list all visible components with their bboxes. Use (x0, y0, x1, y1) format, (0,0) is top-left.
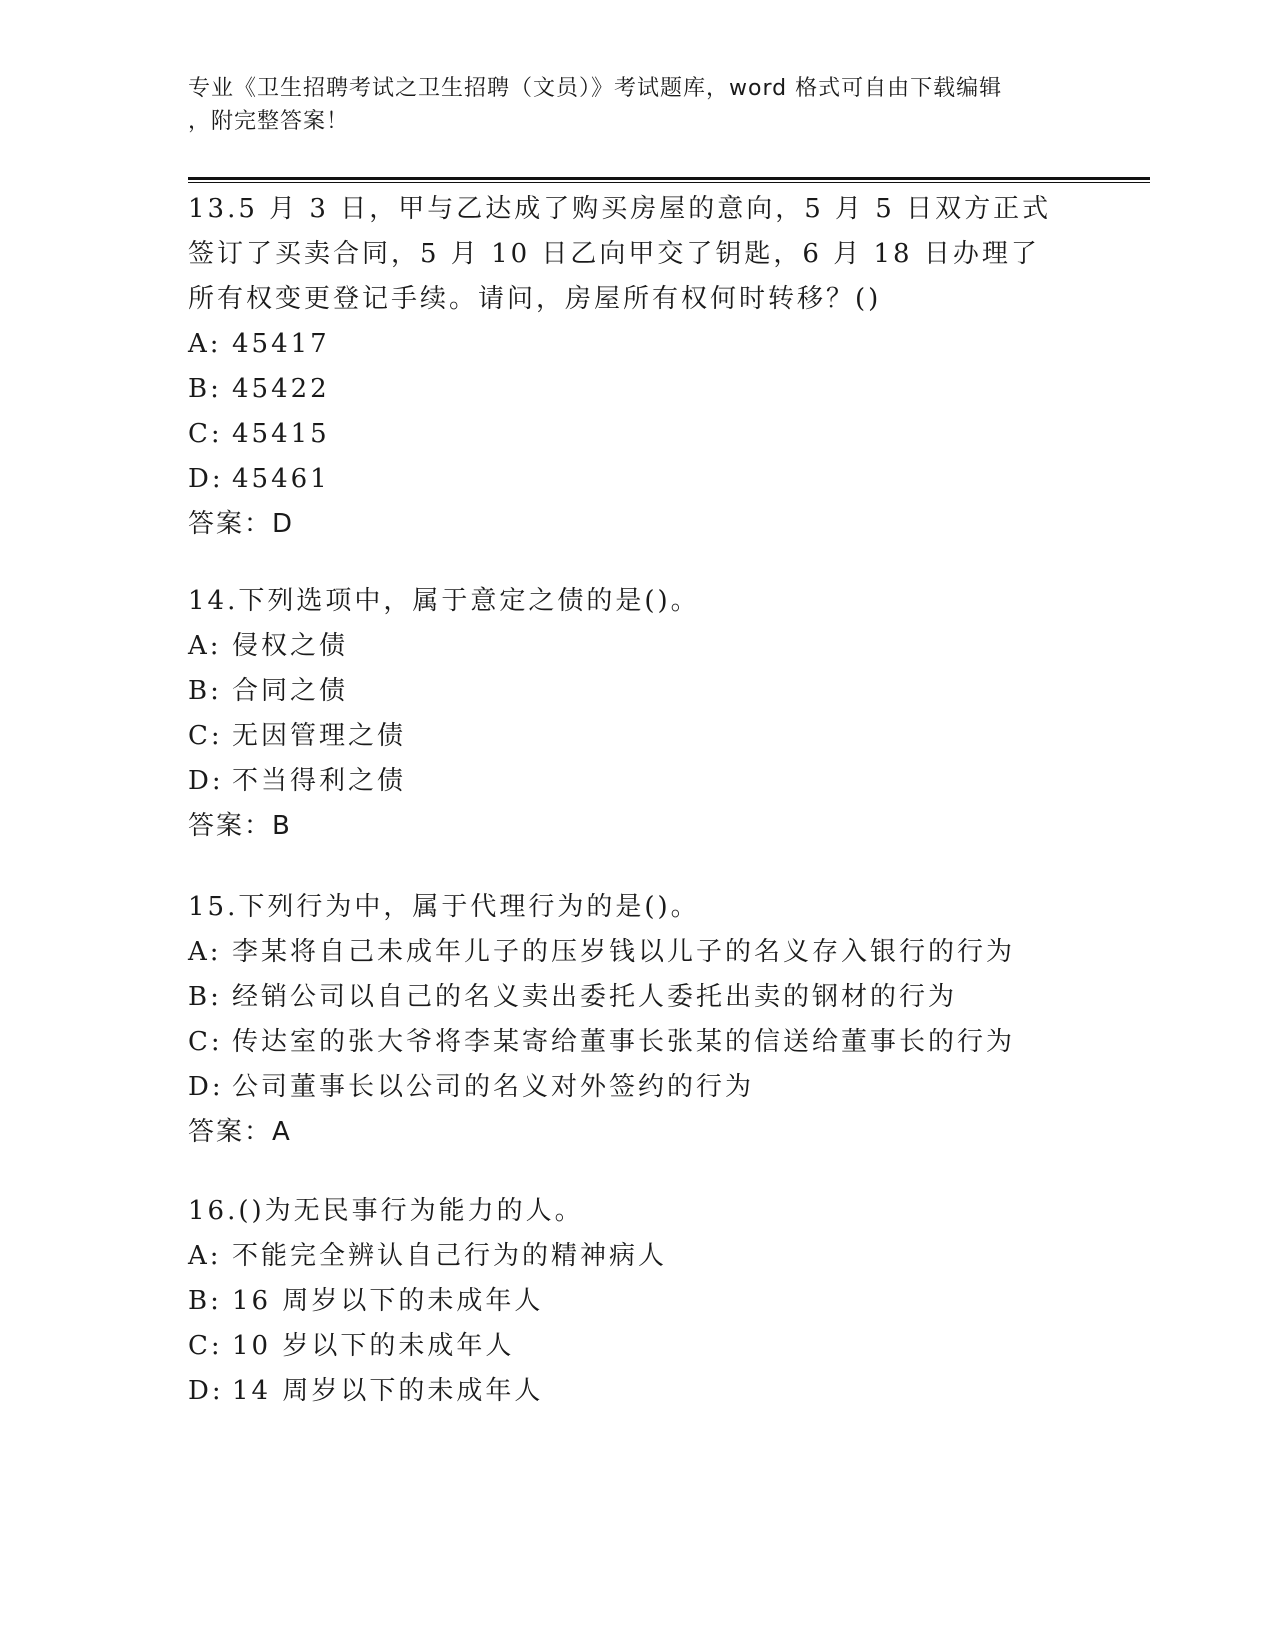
question-text: 13.5 月 3 日，甲与乙达成了购买房屋的意向，5 月 5 日双方正式签订了买卖合同，5 月 10 日乙向甲交了钥匙，6 月 18 日办理了所有权变更登记手续。请问，房屋所有权何时转移？() (188, 194, 1052, 314)
option-letter: A: (188, 937, 222, 967)
option-text: 14 周岁以下的未成年人 (232, 1376, 544, 1406)
option-text: 不能完全辨认自己行为的精神病人 (232, 1241, 668, 1271)
option-text: 45461 (232, 464, 330, 494)
option-d (188, 1065, 1088, 1110)
option-text: 公司董事长以公司的名义对外签约的行为 (232, 1072, 755, 1102)
option-text: 李某将自己未成年儿子的压岁钱以儿子的名义存入银行的行为 (232, 937, 1016, 967)
question-text: 16.()为无民事行为能力的人。 (188, 1196, 584, 1226)
option-letter: B: (188, 676, 222, 706)
option-text: 侵权之债 (232, 631, 349, 661)
answer-line (188, 804, 1088, 849)
answer-label: 答案： (188, 811, 273, 841)
option-letter: C: (188, 1331, 223, 1361)
option-letter: C: (188, 419, 223, 449)
option-letter: B: (188, 1286, 222, 1316)
option-letter: D: (188, 766, 224, 796)
option-b (188, 367, 1088, 412)
answer-value: D (272, 509, 295, 539)
answer-value: A (272, 1117, 292, 1147)
option-a (188, 1234, 1088, 1279)
option-letter: D: (188, 1072, 224, 1102)
option-d (188, 457, 1088, 502)
option-b (188, 1279, 1088, 1324)
option-a (188, 322, 1088, 367)
option-text: 经销公司以自己的名义卖出委托人委托出卖的钢材的行为 (232, 982, 958, 1012)
question-15 (188, 885, 1088, 1155)
answer-label: 答案： (188, 509, 273, 539)
option-letter: A: (188, 329, 222, 359)
option-b (188, 669, 1088, 714)
option-letter: C: (188, 1027, 223, 1057)
option-text: 不当得利之债 (232, 766, 407, 796)
answer-line (188, 1110, 1088, 1155)
answer-value: B (272, 811, 292, 841)
option-letter: B: (188, 982, 222, 1012)
option-d (188, 1369, 1088, 1414)
option-c (188, 1020, 1088, 1065)
header-divider-thick (188, 177, 1150, 180)
header-line-1: 专业《卫生招聘考试之卫生招聘（文员）》考试题库，word 格式可自由下载编辑 (188, 76, 1003, 101)
option-d (188, 759, 1088, 804)
answer-line (188, 502, 1088, 547)
option-text: 10 岁以下的未成年人 (232, 1331, 515, 1361)
option-text: 合同之债 (232, 676, 349, 706)
option-text: 45417 (232, 329, 330, 359)
option-c (188, 412, 1088, 457)
option-letter: A: (188, 1241, 222, 1271)
document-header (188, 72, 1068, 138)
option-a (188, 624, 1088, 669)
option-letter: A: (188, 631, 222, 661)
question-14 (188, 579, 1088, 849)
option-c (188, 1324, 1088, 1369)
option-letter: B: (188, 374, 222, 404)
option-c (188, 714, 1088, 759)
question-16 (188, 1189, 1088, 1414)
question-13 (188, 187, 1088, 547)
option-text: 传达室的张大爷将李某寄给董事长张某的信送给董事长的行为 (232, 1027, 1016, 1057)
option-a (188, 930, 1088, 975)
header-line-2: ，附完整答案！ (188, 109, 350, 134)
answer-label: 答案： (188, 1117, 273, 1147)
option-text: 无因管理之债 (232, 721, 407, 751)
question-text: 15.下列行为中，属于代理行为的是()。 (188, 892, 700, 922)
option-b (188, 975, 1088, 1020)
option-text: 45422 (232, 374, 330, 404)
header-divider-thin (188, 182, 1150, 183)
option-letter: D: (188, 1376, 224, 1406)
option-text: 45415 (232, 419, 330, 449)
option-letter: C: (188, 721, 223, 751)
question-text: 14.下列选项中，属于意定之债的是()。 (188, 586, 700, 616)
option-letter: D: (188, 464, 224, 494)
option-text: 16 周岁以下的未成年人 (232, 1286, 544, 1316)
